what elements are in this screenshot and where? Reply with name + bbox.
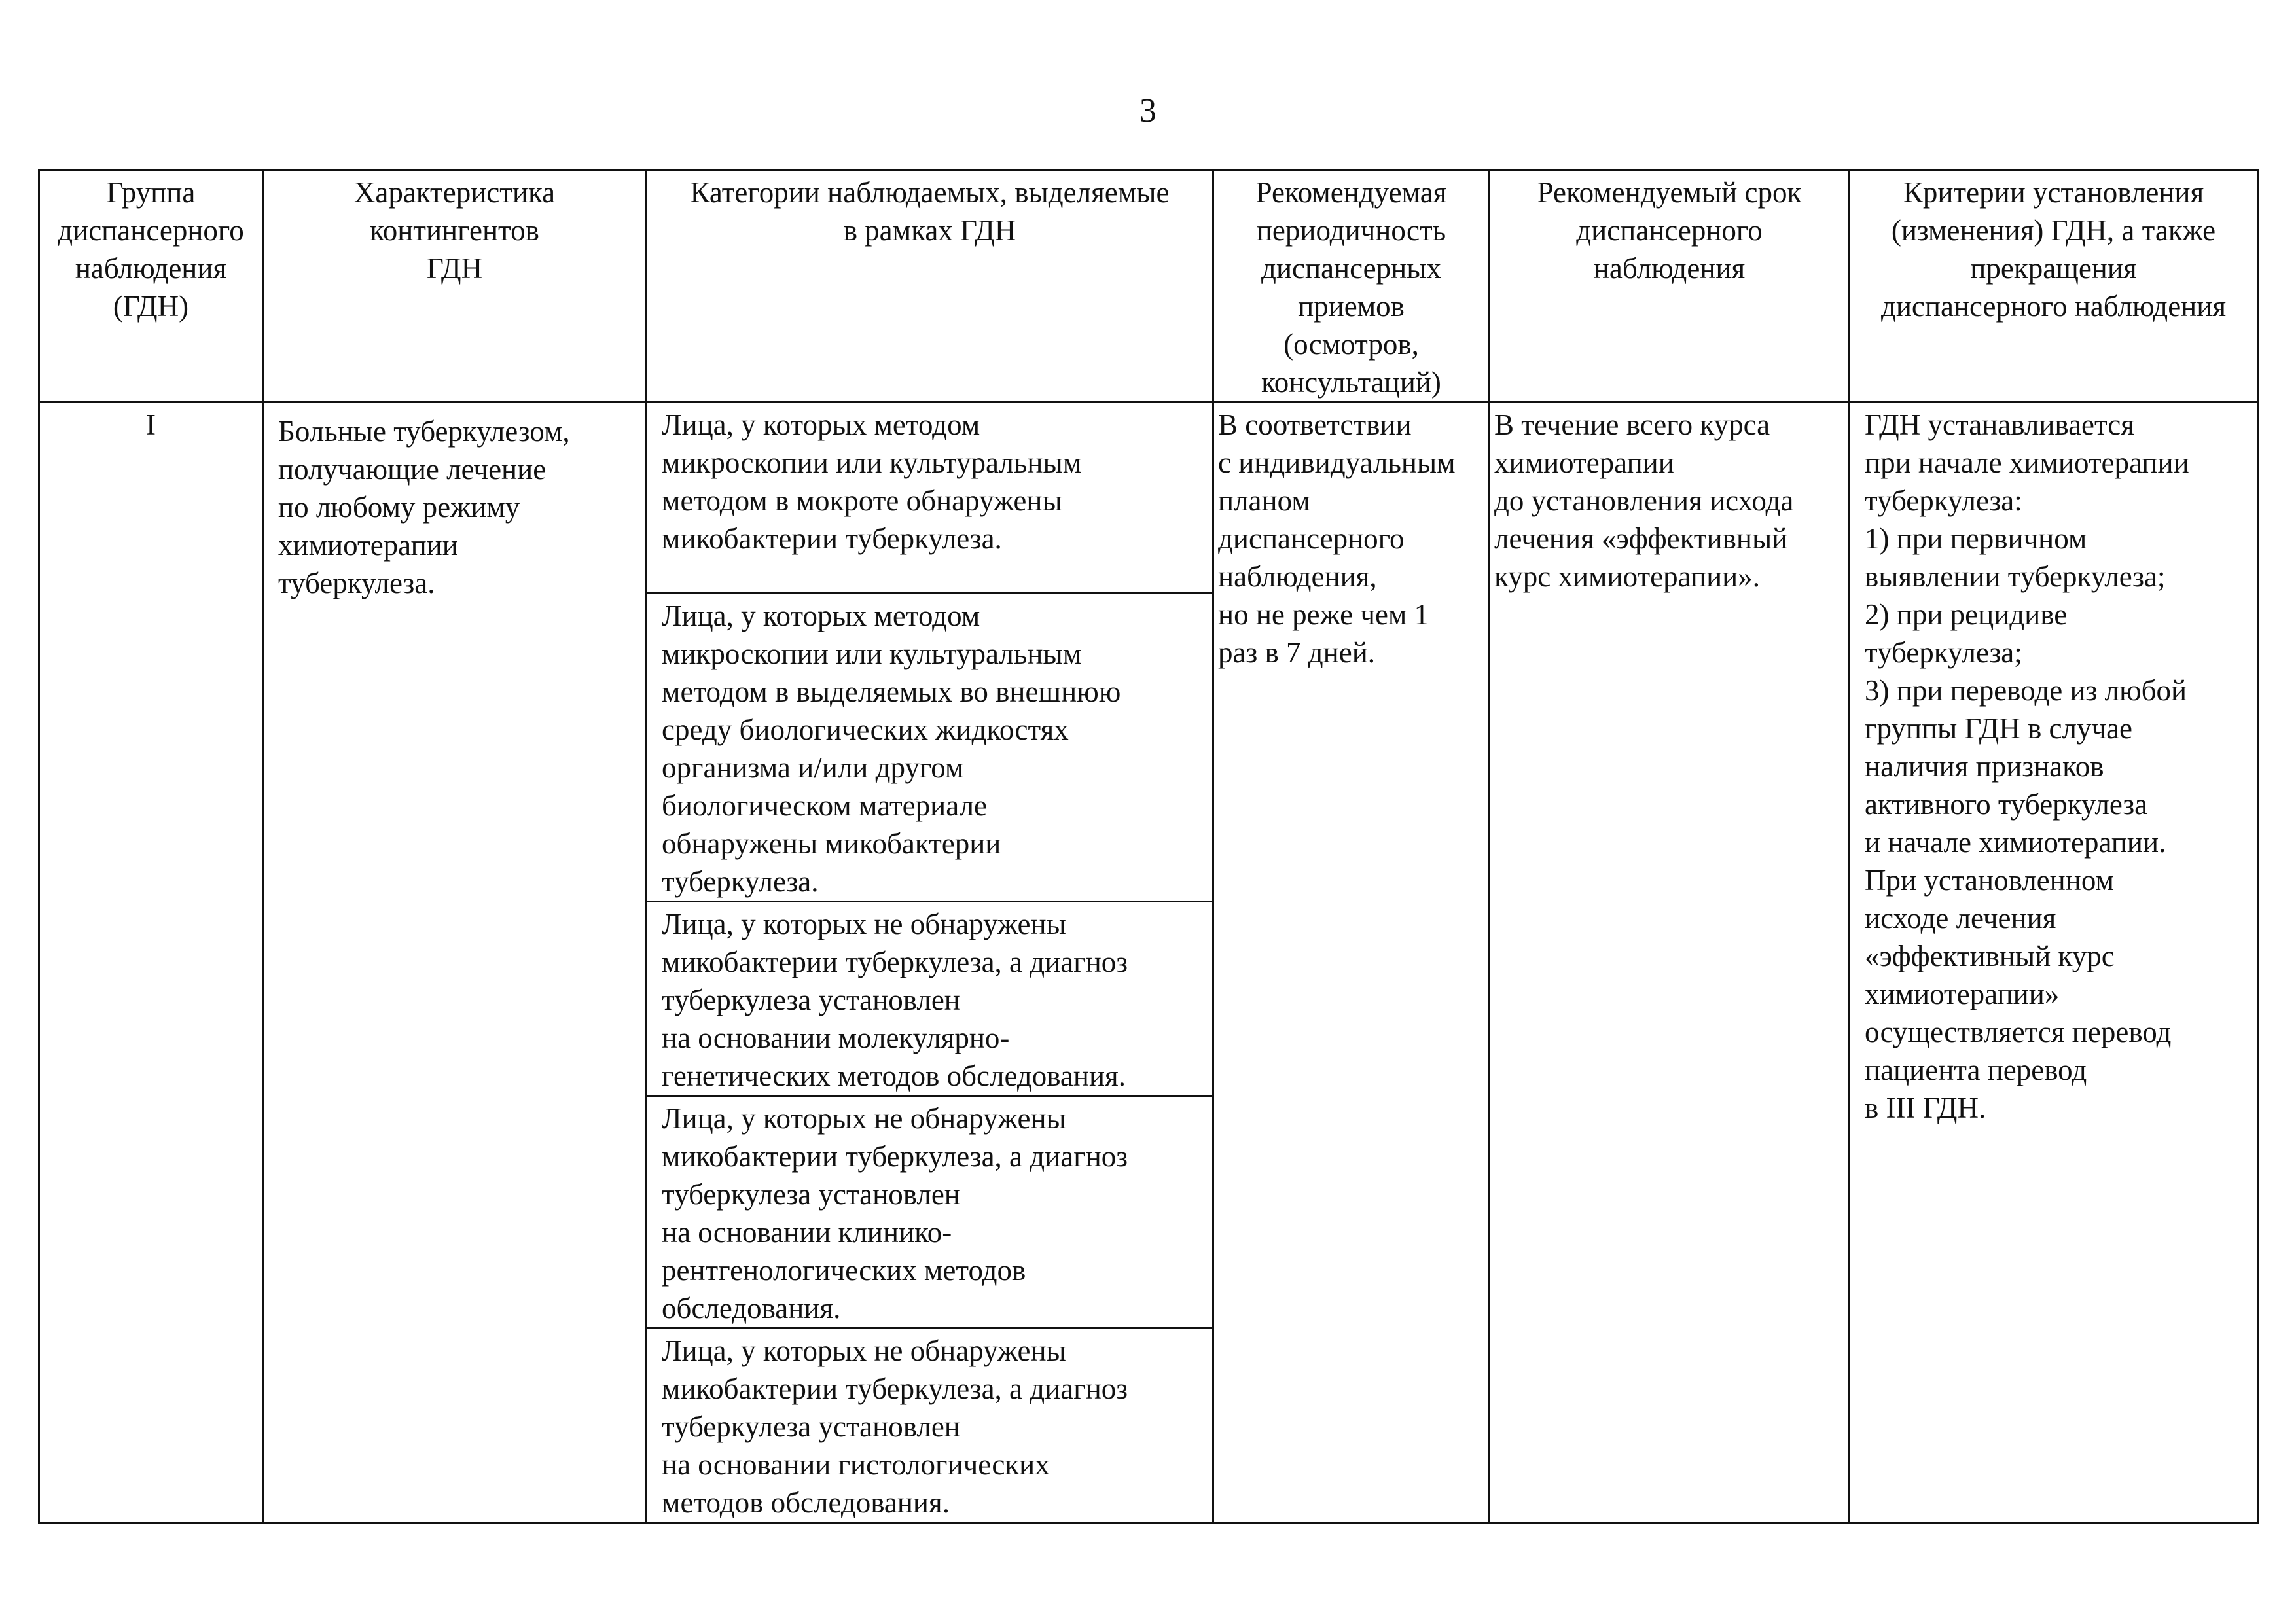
- category-cell-1: Лица, у которых методом микроскопии или культуральным методом в мокроте обнаружены микобактерии туберкулеза.: [647, 402, 1213, 594]
- header-criteria: Критерии установления (изменения) ГДН, а также прекращения диспансерного наблюдения: [1850, 170, 2258, 402]
- duration-cell: В течение всего курса химиотерапии до установления исхода лечения «эффективный курс химиотерапии».: [1490, 402, 1850, 1523]
- header-characteristic: Характеристика контингентов ГДН: [263, 170, 647, 402]
- category-cell-3: Лица, у которых не обнаружены микобактерии туберкулеза, а диагноз туберкулеза установлен на основании молекулярно- генетических методов обследования.: [647, 902, 1213, 1096]
- table-header-row: [39, 170, 2258, 402]
- table-row: [39, 402, 2258, 594]
- category-cell-2: Лица, у которых методом микроскопии или культуральным методом в выделяемых во внешнюю среду биологических жидкостях организма и/или другом биологическом материале обнаружены микобактерии туберкулеза.: [647, 594, 1213, 902]
- category-cell-4: Лица, у которых не обнаружены микобактерии туберкулеза, а диагноз туберкулеза установлен на основании клинико- рентгенологических методов обследования.: [647, 1096, 1213, 1329]
- group-cell: I: [39, 402, 263, 1523]
- periodicity-cell: В соответствии с индивидуальным планом диспансерного наблюдения, но не реже чем 1 раз в 7 дней.: [1213, 402, 1490, 1523]
- header-categories: Категории наблюдаемых, выделяемые в рамках ГДН: [647, 170, 1213, 402]
- page-number: 3: [1139, 92, 1157, 130]
- header-periodicity: Рекомендуемая периодичность диспансерных приемов (осмотров, консультаций): [1213, 170, 1490, 402]
- dispensary-groups-table: [38, 169, 2259, 1524]
- characteristic-cell: Больные туберкулезом, получающие лечение по любому режиму химиотерапии туберкулеза.: [263, 402, 647, 1523]
- criteria-cell: ГДН устанавливается при начале химиотерапии туберкулеза: 1) при первичном выявлении туберкулеза; 2) при рецидиве туберкулеза; 3) при переводе из любой группы ГДН в случае наличия признаков активного туберкулеза и начале химиотерапии. При установленном исходе лечения «эффективный курс химиотерапии» осуществляется перевод пациента перевод в III ГДН.: [1850, 402, 2258, 1523]
- header-group: Группа диспансерного наблюдения (ГДН): [39, 170, 263, 402]
- header-duration: Рекомендуемый срок диспансерного наблюдения: [1490, 170, 1850, 402]
- category-cell-5: Лица, у которых не обнаружены микобактерии туберкулеза, а диагноз туберкулеза установлен на основании гистологических методов обследования.: [647, 1329, 1213, 1523]
